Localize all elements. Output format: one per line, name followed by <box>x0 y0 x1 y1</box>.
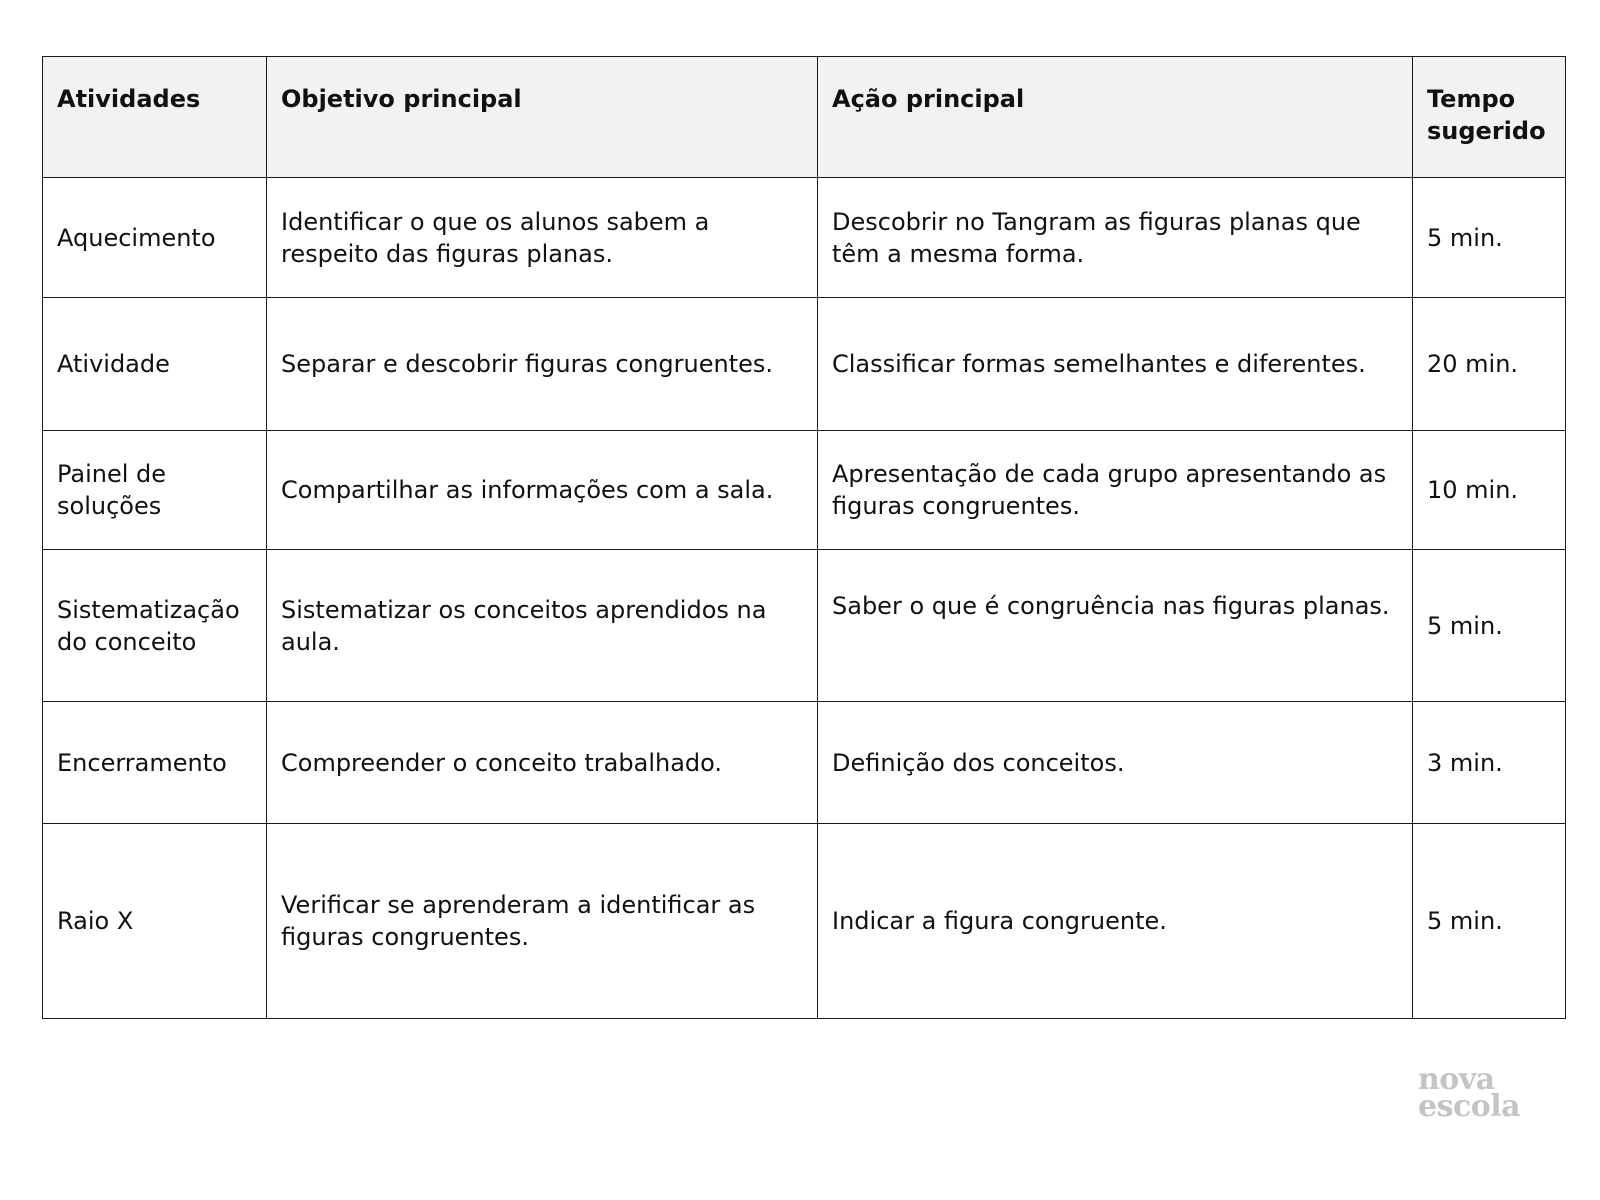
table-row <box>43 298 1566 431</box>
cell-acao: Classificar formas semelhantes e diferentes. <box>818 298 1413 431</box>
cell-objetivo: Compartilhar as informações com a sala. <box>267 431 818 550</box>
lesson-plan-table <box>42 56 1566 1019</box>
logo-line-nova: nova <box>1418 1062 1495 1097</box>
cell-tempo: 10 min. <box>1413 431 1566 550</box>
cell-objetivo: Sistematizar os conceitos aprendidos na aula. <box>267 550 818 702</box>
cell-tempo: 20 min. <box>1413 298 1566 431</box>
cell-objetivo: Identificar o que os alunos sabem a respeito das figuras planas. <box>267 178 818 298</box>
cell-atividade: Aquecimento <box>43 178 267 298</box>
header-objetivo: Objetivo principal <box>267 57 818 178</box>
cell-atividade: Atividade <box>43 298 267 431</box>
cell-atividade: Sistematização do conceito <box>43 550 267 702</box>
table-row <box>43 178 1566 298</box>
cell-objetivo: Verificar se aprenderam a identificar as figuras congruentes. <box>267 824 818 1019</box>
cell-atividade: Raio X <box>43 824 267 1019</box>
table-header-row <box>43 57 1566 178</box>
table-row <box>43 702 1566 824</box>
cell-tempo: 5 min. <box>1413 824 1566 1019</box>
cell-acao: Descobrir no Tangram as figuras planas que têm a mesma forma. <box>818 178 1413 298</box>
cell-acao: Apresentação de cada grupo apresentando as figuras congruentes. <box>818 431 1413 550</box>
cell-atividade: Painel de soluções <box>43 431 267 550</box>
table-row <box>43 550 1566 702</box>
table-row <box>43 431 1566 550</box>
nova-escola-logo <box>1418 1062 1538 1124</box>
cell-tempo: 3 min. <box>1413 702 1566 824</box>
header-tempo: Tempo sugerido <box>1413 57 1566 178</box>
logo-line-escola: escola <box>1418 1089 1521 1124</box>
cell-acao: Indicar a figura congruente. <box>818 824 1413 1019</box>
cell-acao: Definição dos conceitos. <box>818 702 1413 824</box>
table-row <box>43 824 1566 1019</box>
header-atividades: Atividades <box>43 57 267 178</box>
header-acao: Ação principal <box>818 57 1413 178</box>
cell-tempo: 5 min. <box>1413 550 1566 702</box>
cell-acao: Saber o que é congruência nas figuras planas. <box>818 550 1413 702</box>
cell-tempo: 5 min. <box>1413 178 1566 298</box>
cell-atividade: Encerramento <box>43 702 267 824</box>
cell-objetivo: Compreender o conceito trabalhado. <box>267 702 818 824</box>
cell-objetivo: Separar e descobrir figuras congruentes. <box>267 298 818 431</box>
